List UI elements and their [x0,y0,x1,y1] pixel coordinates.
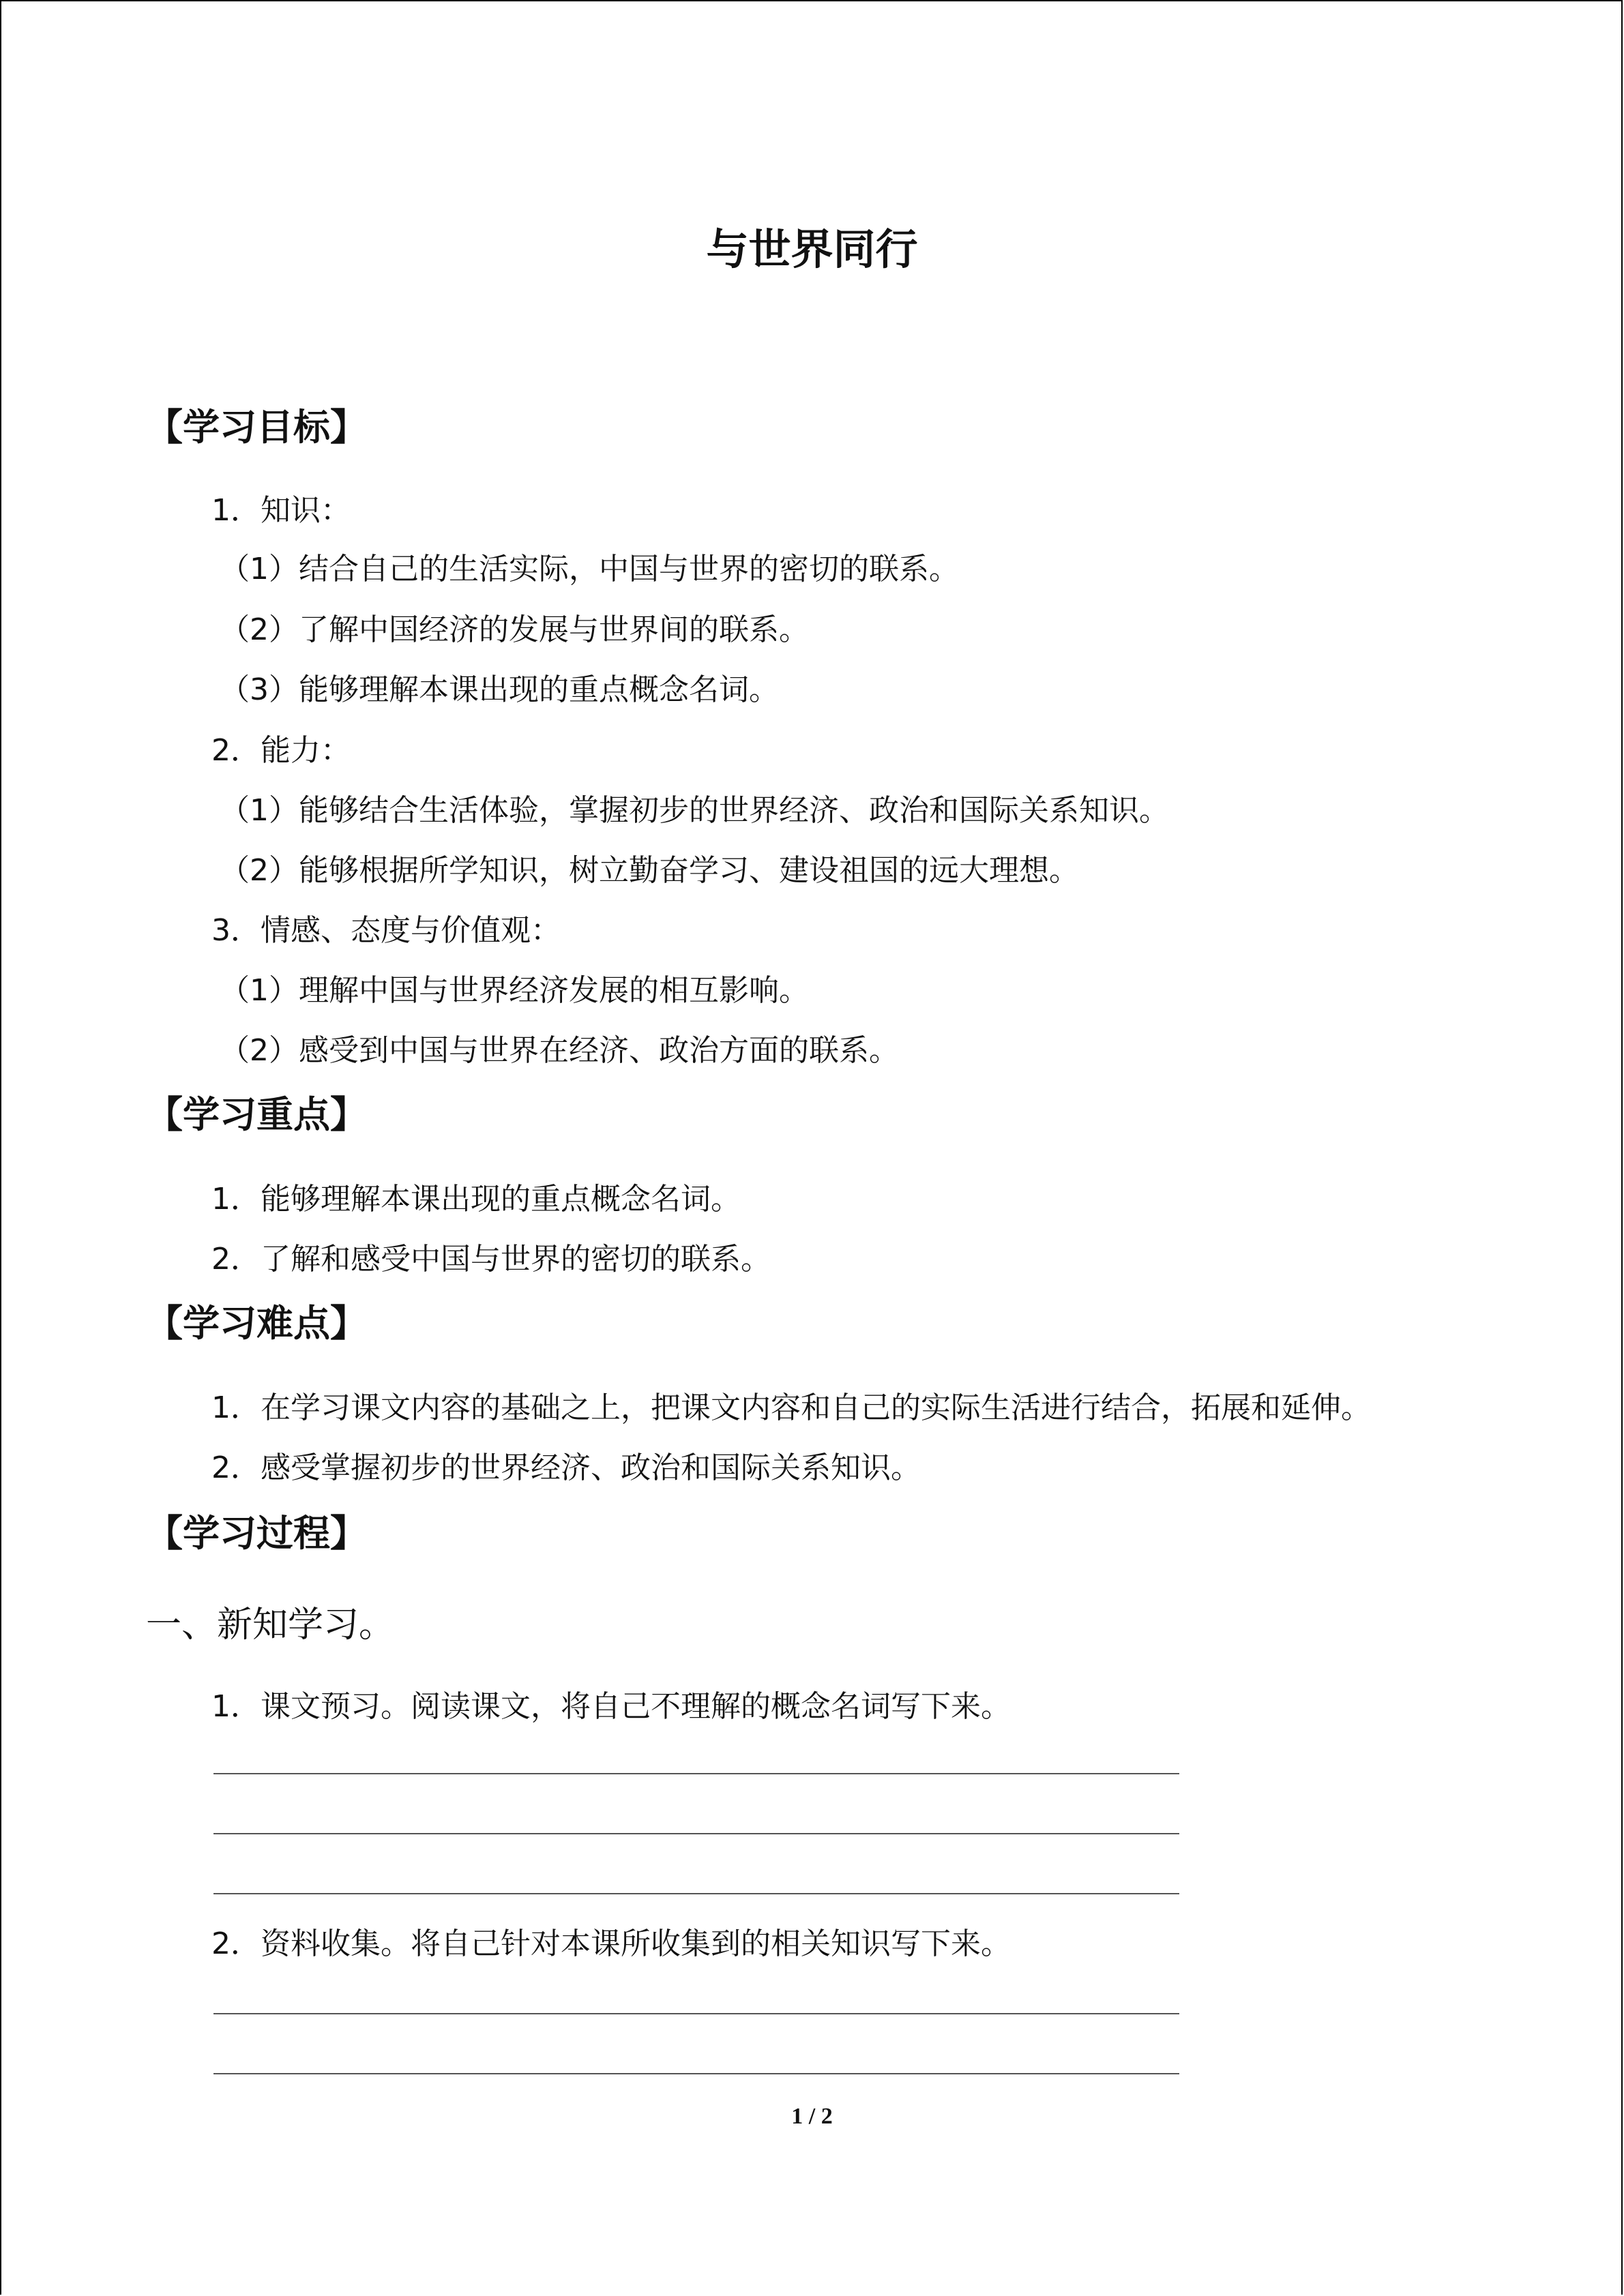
key-point-2: 2．了解和感受中国与世界的密切的联系。 [211,1242,771,1277]
answer-line-1[interactable] [213,1773,1179,1774]
key-point-1: 1．能够理解本课出现的重点概念名词。 [211,1182,741,1217]
heading-difficulties: 【学习难点】 [146,1302,367,1345]
page-number: 1 / 2 [791,2104,833,2129]
difficulty-2: 2．感受掌握初步的世界经济、政治和国际关系知识。 [211,1450,921,1485]
task-2: 2．资料收集。将自己针对本课所收集到的相关知识写下来。 [211,1926,1011,1961]
ability-item-2: （2）能够根据所学知识，树立勤奋学习、建设祖国的远大理想。 [220,853,1079,888]
heading-process: 【学习过程】 [146,1512,367,1555]
knowledge-item-3: （3）能够理解本课出现的重点概念名词。 [220,672,779,707]
ability-label: 2．能力： [211,733,351,768]
emotion-item-1: （1）理解中国与世界经济发展的相互影响。 [220,973,809,1008]
heading-objectives: 【学习目标】 [146,406,367,449]
document-title: 与世界同行 [706,224,918,274]
answer-line-2[interactable] [213,1833,1179,1834]
emotion-item-2: （2）感受到中国与世界在经济、政治方面的联系。 [220,1033,899,1068]
heading-key-points: 【学习重点】 [146,1093,367,1136]
emotion-label: 3．情感、态度与价值观： [211,913,561,948]
task-1: 1．课文预习。阅读课文，将自己不理解的概念名词写下来。 [211,1689,1011,1724]
difficulty-1: 1．在学习课文内容的基础之上，把课文内容和自己的实际生活进行结合，拓展和延伸。 [211,1390,1371,1425]
knowledge-item-2: （2）了解中国经济的发展与世界间的联系。 [220,612,809,647]
knowledge-item-1: （1）结合自己的生活实际，中国与世界的密切的联系。 [220,552,959,586]
ability-item-1: （1）能够结合生活体验，掌握初步的世界经济、政治和国际关系知识。 [220,793,1169,828]
knowledge-label: 1．知识： [211,493,351,528]
part-one-title: 一、新知学习。 [146,1605,395,1645]
answer-line-4[interactable] [213,2013,1179,2014]
answer-line-5[interactable] [213,2073,1179,2074]
answer-line-3[interactable] [213,1893,1179,1894]
